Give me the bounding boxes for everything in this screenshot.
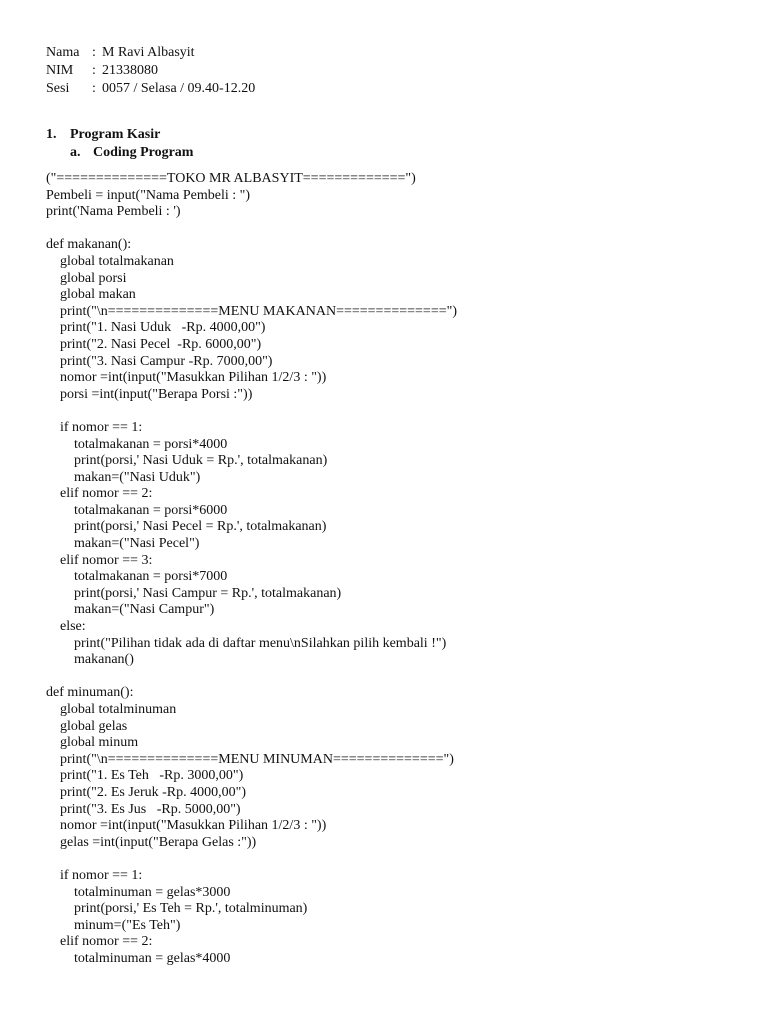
code-line: global totalminuman: [46, 702, 177, 717]
info-separator: :: [92, 45, 96, 60]
code-line: print("3. Nasi Campur -Rp. 7000,00"): [46, 353, 273, 369]
code-line: porsi =int(input("Berapa Porsi :")): [46, 386, 253, 402]
info-label: NIM: [46, 63, 74, 78]
info-label: Nama: [46, 45, 80, 60]
code-line: print('Nama Pembeli : '): [46, 204, 181, 220]
code-line: print(porsi,' Es Teh = Rp.', totalminuman): [46, 901, 308, 917]
code-line: totalminuman = gelas*3000: [46, 884, 231, 900]
code-line: print("1. Es Teh -Rp. 3000,00"): [46, 768, 244, 784]
section-title: Program Kasir: [70, 127, 161, 142]
code-line: minum=("Es Teh"): [46, 917, 181, 933]
code-line: makanan(): [46, 652, 134, 668]
info-value: 0057 / Selasa / 09.40-12.20: [102, 81, 256, 96]
code-line: ("==============TOKO MR ALBASYIT============="): [46, 171, 416, 186]
info-separator: :: [92, 63, 96, 78]
code-line: makan=("Nasi Pecel"): [46, 536, 200, 552]
code-line: [46, 403, 457, 420]
info-label: Sesi: [46, 81, 70, 96]
code-line: gelas =int(input("Berapa Gelas :")): [46, 834, 257, 850]
info-value: 21338080: [102, 63, 158, 78]
code-line: elif nomor == 2:: [46, 934, 153, 950]
code-line: print("\n==============MENU MINUMAN=============="): [46, 751, 454, 767]
code-line: print(porsi,' Nasi Uduk = Rp.', totalmakanan): [46, 453, 328, 469]
code-line: makan=("Nasi Campur"): [46, 602, 215, 618]
code-line: if nomor == 1:: [46, 867, 143, 883]
code-line: else:: [46, 619, 86, 635]
code-line: global makan: [46, 287, 136, 303]
code-line: totalminuman = gelas*4000: [46, 950, 231, 966]
code-line: global totalmakanan: [46, 253, 174, 269]
code-line: global gelas: [46, 718, 128, 734]
code-line: global porsi: [46, 270, 127, 286]
info-row-sesi: [46, 80, 255, 98]
code-line: totalmakanan = porsi*7000: [46, 569, 228, 585]
code-line: totalmakanan = porsi*4000: [46, 436, 228, 452]
code-line: nomor =int(input("Masukkan Pilihan 1/2/3 : ")): [46, 818, 327, 834]
code-line: totalmakanan = porsi*6000: [46, 502, 228, 518]
code-line: print("3. Es Jus -Rp. 5000,00"): [46, 801, 241, 817]
code-line: elif nomor == 2:: [46, 486, 153, 502]
code-line: if nomor == 1:: [46, 419, 143, 435]
code-block: [46, 171, 457, 968]
section-headings: [46, 126, 193, 162]
code-line: print(porsi,' Nasi Campur = Rp.', totalmakanan): [46, 585, 342, 601]
student-info: [46, 44, 255, 98]
code-line: print("2. Nasi Pecel -Rp. 6000,00"): [46, 336, 262, 352]
code-line: print("1. Nasi Uduk -Rp. 4000,00"): [46, 320, 266, 336]
code-line: makan=("Nasi Uduk"): [46, 469, 201, 485]
code-line: def makanan():: [46, 237, 132, 253]
info-value: M Ravi Albasyit: [102, 45, 195, 60]
section-heading: [46, 126, 193, 144]
info-row-nama: [46, 44, 255, 62]
code-line: print("Pilihan tidak ada di daftar menu\nSilahkan pilih kembali !"): [46, 635, 447, 651]
code-line: global minum: [46, 735, 139, 751]
code-line: [46, 669, 457, 686]
code-line: print(porsi,' Nasi Pecel = Rp.', totalmakanan): [46, 519, 327, 535]
info-row-nim: [46, 62, 255, 80]
subsection-heading: [46, 144, 193, 162]
code-line: nomor =int(input("Masukkan Pilihan 1/2/3 : ")): [46, 370, 327, 386]
section-number: 1.: [46, 127, 57, 142]
subsection-title: Coding Program: [93, 145, 194, 160]
code-line: def minuman():: [46, 685, 134, 701]
code-line: [46, 221, 457, 238]
code-line: Pembeli = input("Nama Pembeli : "): [46, 187, 251, 203]
subsection-letter: a.: [70, 145, 81, 160]
code-line: [46, 851, 457, 868]
info-separator: :: [92, 81, 96, 96]
code-line: print("\n==============MENU MAKANAN=============="): [46, 303, 457, 319]
code-line: elif nomor == 3:: [46, 552, 153, 568]
code-line: print("2. Es Jeruk -Rp. 4000,00"): [46, 784, 247, 800]
